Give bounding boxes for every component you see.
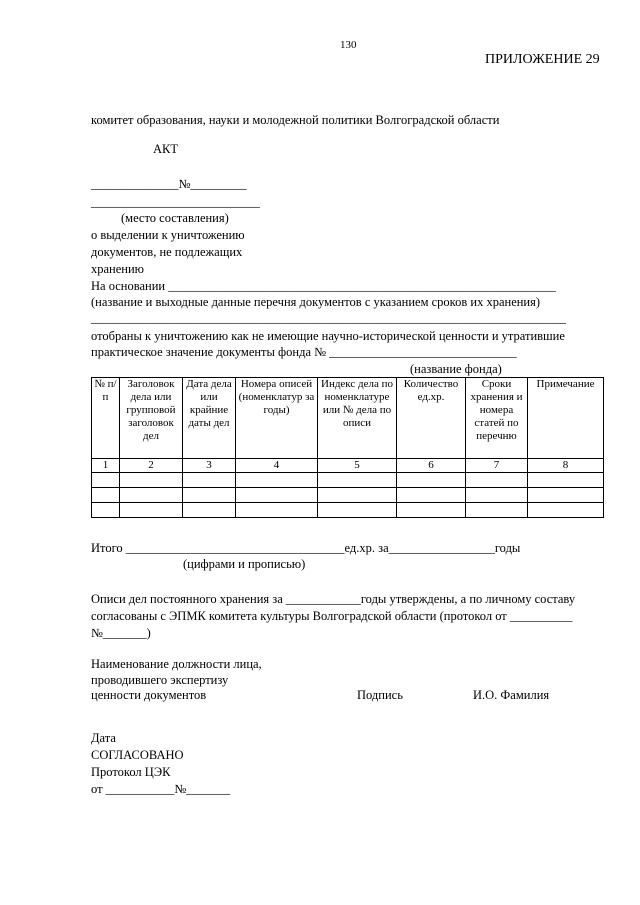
- act-title: АКТ: [153, 142, 178, 156]
- table-cell: [318, 503, 397, 518]
- selected-line-2: практическое значение документы фонда № ______________________________: [91, 345, 517, 359]
- header-cell-index: Индекс дела по номенклатуре или № дела по описи: [318, 378, 397, 459]
- subject-line-1: о выделении к уничтожению: [91, 228, 245, 242]
- column-number: 4: [236, 459, 318, 473]
- table-cell: [318, 488, 397, 503]
- column-number-row: [92, 459, 604, 473]
- fund-caption: (название фонда): [410, 362, 502, 376]
- table-cell: [236, 473, 318, 488]
- protocol-from-line: от ___________№_______: [91, 782, 231, 796]
- agreed-label: СОГЛАСОВАНО: [91, 748, 184, 762]
- inventory-line-2: согласованы с ЭПМК комитета культуры Волгоградской области (протокол от __________: [91, 609, 573, 623]
- header-cell-note: Примечание: [528, 378, 604, 459]
- column-number: 2: [120, 459, 183, 473]
- subject-line-2: документов, не подлежащих: [91, 245, 243, 259]
- table-cell: [92, 473, 120, 488]
- table-cell: [236, 488, 318, 503]
- header-cell-number: № п/п: [92, 378, 120, 459]
- header-cell-title: Заголовок дела или групповой заголовок дел: [120, 378, 183, 459]
- column-number: 1: [92, 459, 120, 473]
- table-cell: [397, 503, 466, 518]
- totals-line: Итого ___________________________________ед.хр. за_________________годы: [91, 541, 521, 555]
- table-cell: [92, 488, 120, 503]
- expert-position-line-1: Наименование должности лица,: [91, 657, 262, 671]
- table-cell: [120, 503, 183, 518]
- inventory-line-1: Описи дел постоянного хранения за ____________годы утверждены, а по личному составу: [91, 592, 576, 606]
- expert-position-line-2: проводившего экспертизу: [91, 673, 229, 687]
- column-number: 6: [397, 459, 466, 473]
- table-cell: [466, 473, 528, 488]
- table-row: [92, 473, 604, 488]
- documents-table: [91, 377, 604, 518]
- column-number: 7: [466, 459, 528, 473]
- place-caption: (место составления): [121, 211, 229, 225]
- column-number: 5: [318, 459, 397, 473]
- table-cell: [183, 473, 236, 488]
- table-cell: [397, 488, 466, 503]
- selected-line-1: отобраны к уничтожению как не имеющие научно-исторической ценности и утратившие: [91, 329, 565, 343]
- table-cell: [397, 473, 466, 488]
- table-cell: [183, 488, 236, 503]
- table-cell: [236, 503, 318, 518]
- header-cell-retention: Сроки хранения и номера статей по перечню: [466, 378, 528, 459]
- table-cell: [466, 488, 528, 503]
- full-name-label: И.О. Фамилия: [473, 688, 550, 702]
- table-header-row: [92, 378, 604, 459]
- table-cell: [183, 503, 236, 518]
- table-cell: [528, 473, 604, 488]
- signature-label: Подпись: [357, 688, 403, 702]
- page-number: 130: [340, 39, 357, 51]
- organization-name: комитет образования, науки и молодежной политики Волгоградской области: [91, 113, 500, 127]
- date-label: Дата: [91, 731, 116, 745]
- place-line: ___________________________: [91, 195, 260, 209]
- expert-position-line-3: ценности документов: [91, 688, 207, 702]
- inventory-line-3: №_______): [91, 626, 151, 640]
- totals-caption: (цифрами и прописью): [183, 557, 306, 571]
- table-row: [92, 503, 604, 518]
- header-cell-inventory: Номера описей (номенклатур за годы): [236, 378, 318, 459]
- table-row: [92, 488, 604, 503]
- subject-line-3: хранению: [91, 262, 145, 276]
- table-cell: [528, 488, 604, 503]
- protocol-label: Протокол ЦЭК: [91, 765, 171, 779]
- table-cell: [528, 503, 604, 518]
- header-cell-quantity: Количество ед.хр.: [397, 378, 466, 459]
- basis-line: На основании ______________________________________________________________: [91, 279, 556, 293]
- table-cell: [120, 473, 183, 488]
- table-cell: [466, 503, 528, 518]
- basis-caption: (название и выходные данные перечня документов с указанием сроков их хранения): [91, 295, 541, 309]
- act-number-line: ______________№_________: [91, 177, 247, 191]
- table-cell: [318, 473, 397, 488]
- separator-line: ____________________________________________________________________________: [91, 311, 566, 325]
- column-number: 3: [183, 459, 236, 473]
- appendix-title: ПРИЛОЖЕНИЕ 29: [485, 52, 600, 67]
- header-cell-date: Дата дела или крайние даты дел: [183, 378, 236, 459]
- table-cell: [120, 488, 183, 503]
- column-number: 8: [528, 459, 604, 473]
- table-cell: [92, 503, 120, 518]
